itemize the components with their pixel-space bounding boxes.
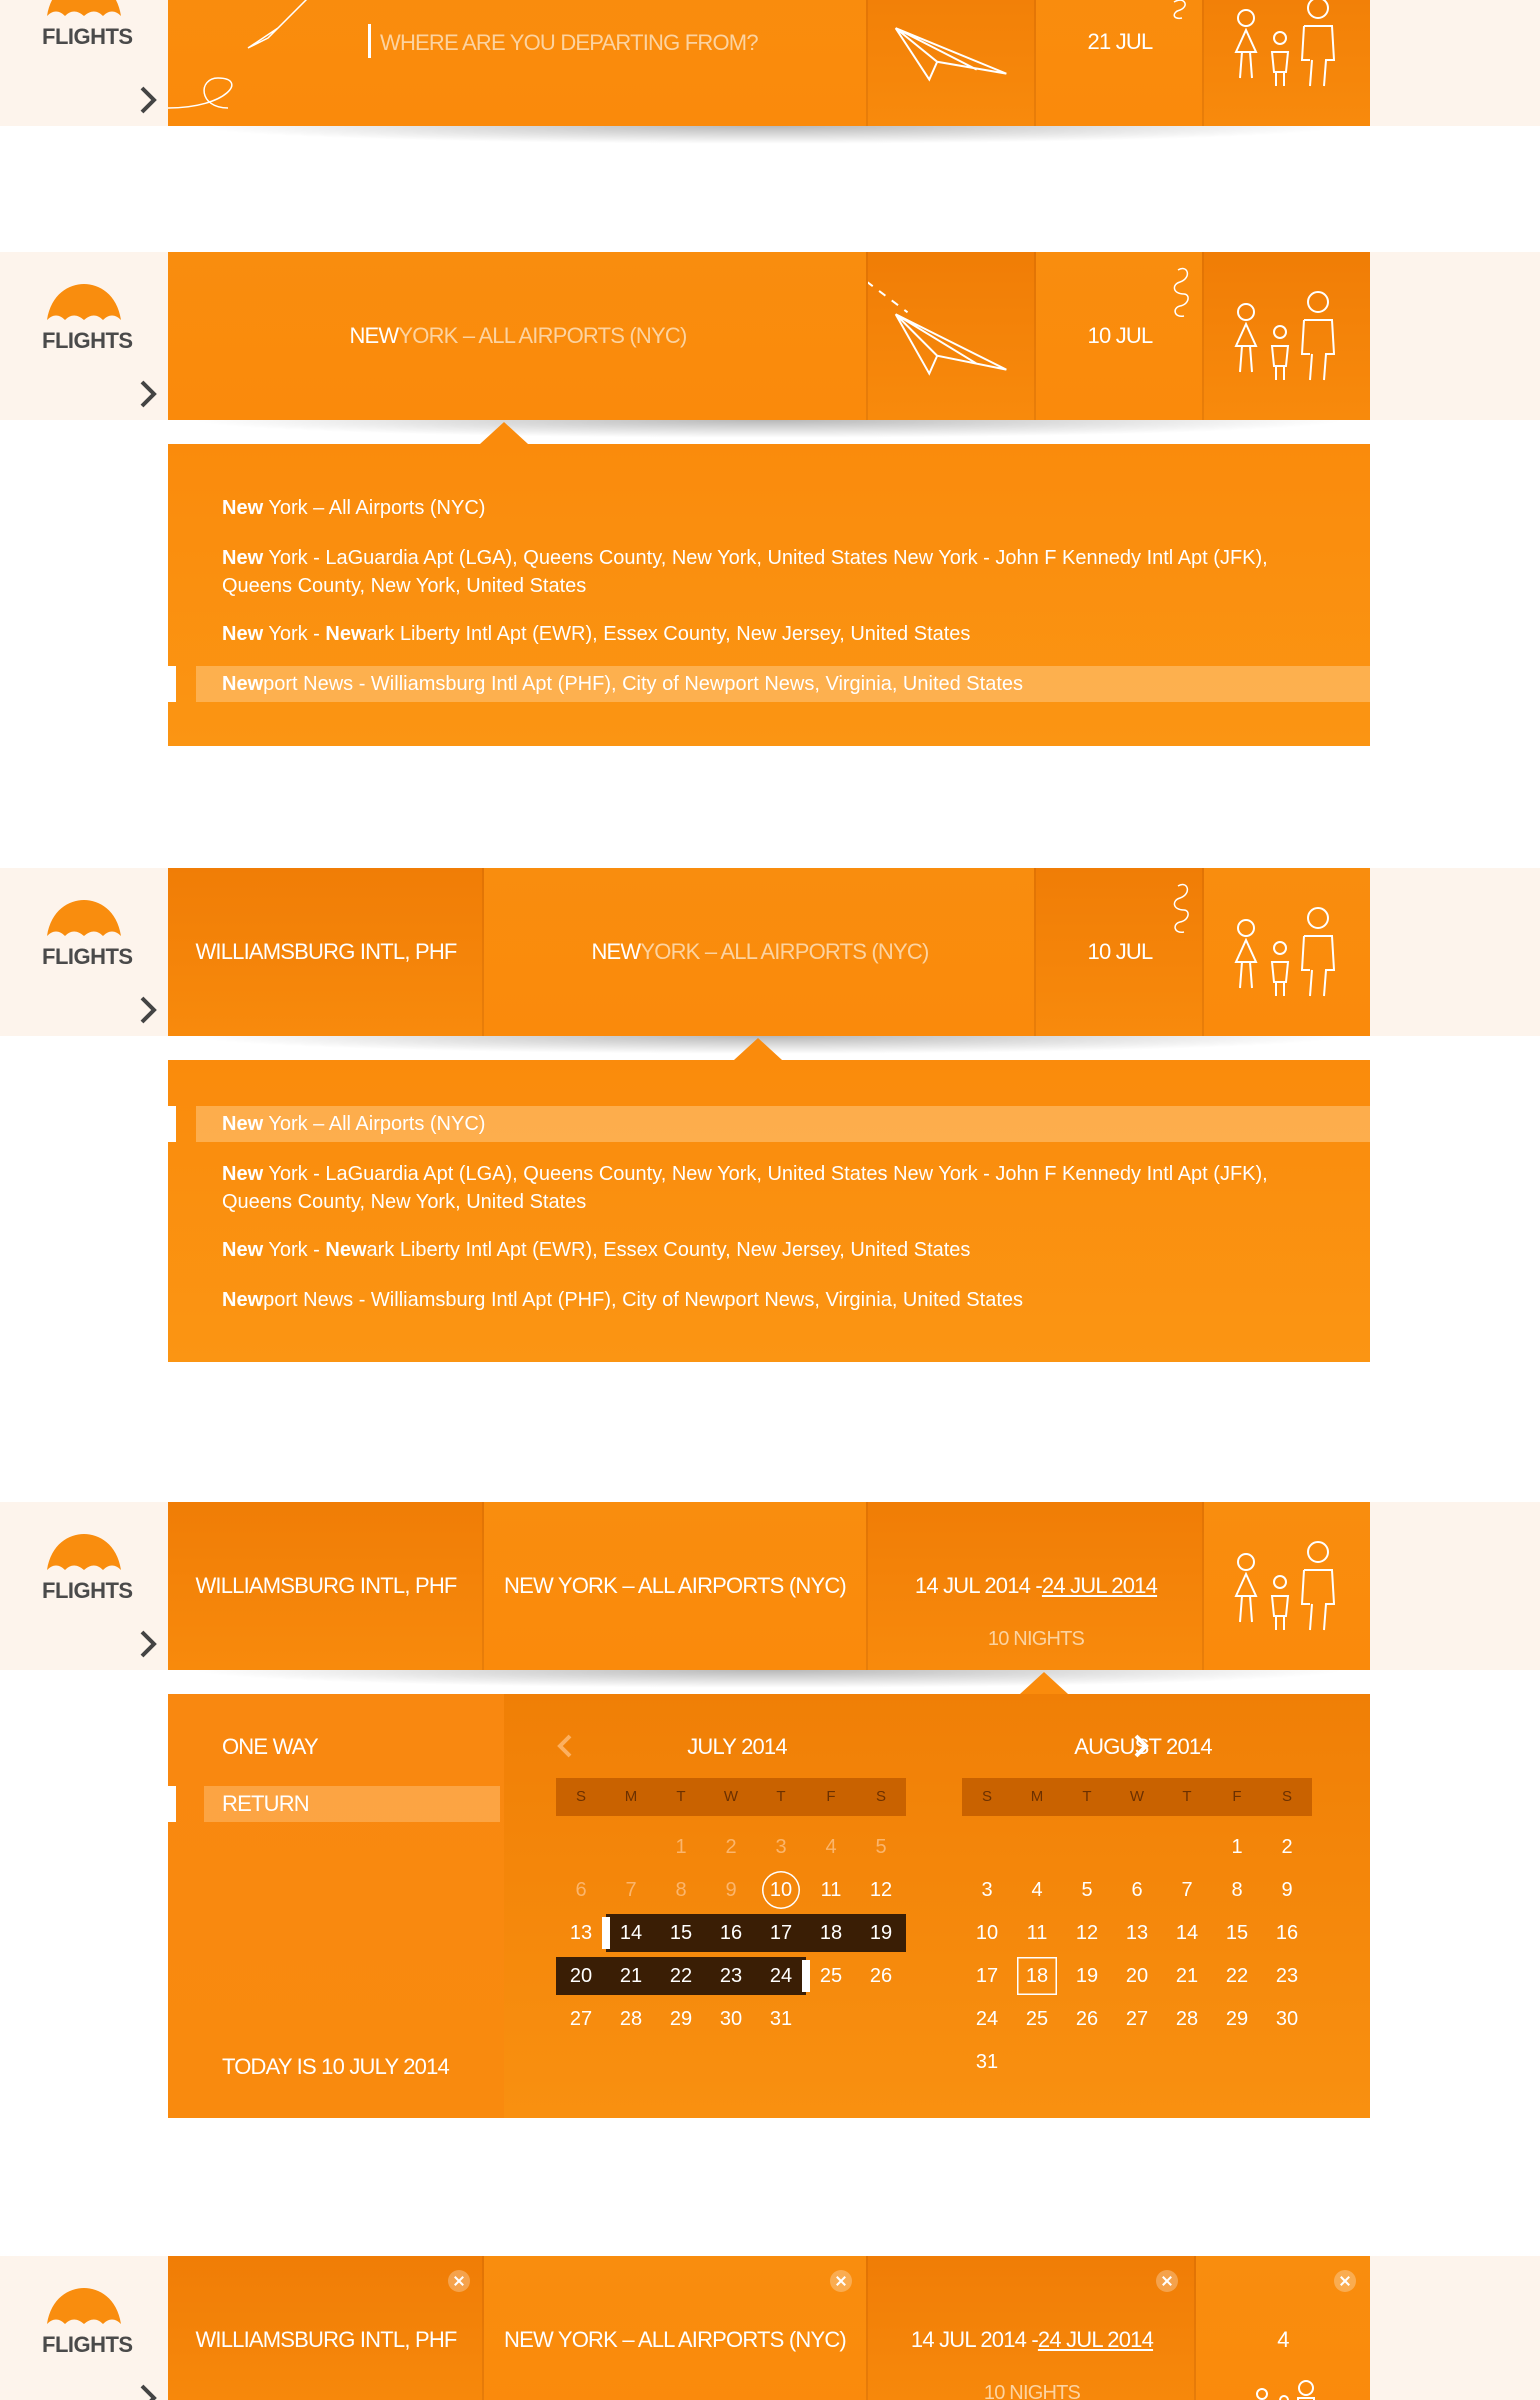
dropdown-caret [1020, 1672, 1068, 1694]
weekday: M [1030, 1788, 1044, 1805]
date-value: 10 JUL [1087, 323, 1153, 348]
calendar-day[interactable]: 12 [869, 1879, 893, 1901]
calendar-day[interactable]: 18 [806, 1914, 856, 1952]
dropdown-caret [480, 422, 528, 444]
date-value: 10 JUL [1087, 939, 1153, 964]
weekday: T [676, 1788, 686, 1805]
calendar-day[interactable]: 14 [1175, 1922, 1199, 1944]
calendar-day[interactable]: 31 [975, 2051, 999, 2073]
calendar-day[interactable]: 5 [1081, 1879, 1093, 1901]
date-field[interactable] [866, 2256, 1196, 2400]
calendar-day[interactable]: 27 [1125, 2008, 1149, 2030]
destination-field[interactable] [482, 868, 1036, 1036]
calendar-day[interactable]: 26 [1075, 2008, 1099, 2030]
passenger-count: 4 [1277, 2327, 1289, 2352]
calendar-day[interactable]: 8 [1231, 1879, 1243, 1901]
calendar-day[interactable]: 27 [569, 2008, 593, 2030]
nights-count: 10 NIGHTS [987, 1628, 1085, 1650]
calendar-day[interactable]: 28 [619, 2008, 643, 2030]
weekday-header-july [556, 1778, 906, 1816]
calendar-day[interactable]: 19 [1075, 1965, 1099, 1987]
date-field[interactable] [1034, 868, 1204, 1036]
calendar-day[interactable]: 17 [756, 1914, 806, 1952]
calendar-day: 6 [575, 1879, 587, 1901]
calendar-day[interactable]: 30 [1275, 2008, 1299, 2030]
calendar-grid-july [556, 1828, 906, 2098]
family-icon [1222, 1526, 1352, 1646]
plane-tab[interactable] [866, 0, 1036, 126]
calendar-day[interactable]: 4 [1031, 1879, 1043, 1901]
calendar-day[interactable]: 13 [569, 1922, 593, 1944]
departure-field[interactable] [168, 868, 484, 1036]
suggestion-item[interactable]: New York - LaGuardia Apt (LGA), Queens County, New York, United States New York - John F Kennedy Intl Apt (JFK), Queens County, New York, United States [222, 547, 1268, 597]
calendar-day[interactable]: 15 [1225, 1922, 1249, 1944]
weekday: W [1129, 1788, 1145, 1805]
calendar-day[interactable]: 1 [1231, 1836, 1243, 1858]
departure-field[interactable] [168, 1502, 484, 1670]
query-typed: NEW [349, 323, 399, 348]
weekday: F [826, 1788, 836, 1805]
suggestion-item-selected[interactable]: Newport News - Williamsburg Intl Apt (PHF), City of Newport News, Virginia, United States [196, 666, 1370, 702]
query-suggest: YORK – ALL AIRPORTS (NYC) [640, 939, 929, 964]
departure-field[interactable] [168, 0, 868, 126]
suggestions-dropdown [168, 444, 1370, 746]
calendar-day[interactable]: 29 [1225, 2008, 1249, 2030]
calendar-day[interactable]: 21 [1175, 1965, 1199, 1987]
calendar-day[interactable]: 25 [1025, 2008, 1049, 2030]
passengers-field[interactable] [1202, 868, 1370, 1036]
calendar-day[interactable]: 23 [1275, 1965, 1299, 1987]
brand-panel [0, 252, 168, 420]
umbrella-icon [45, 1532, 123, 1572]
suggestions-dropdown [168, 1060, 1370, 1362]
trip-option-return[interactable]: RETURN [204, 1786, 500, 1822]
passengers-field[interactable] [1202, 252, 1370, 420]
destination-value: NEW YORK – ALL AIRPORTS (NYC) [504, 2327, 846, 2352]
close-circle-icon[interactable] [830, 2270, 852, 2292]
calendar-day[interactable]: 15 [656, 1914, 706, 1952]
calendar-day[interactable]: 23 [706, 1957, 756, 1995]
text-cursor [368, 24, 371, 58]
calendar-dropdown [168, 1694, 1370, 2118]
query-suggest: YORK – ALL AIRPORTS (NYC) [398, 323, 687, 348]
close-circle-icon[interactable] [448, 2270, 470, 2292]
search-panel [1370, 0, 1540, 126]
weekday: S [1281, 1788, 1292, 1805]
chevron-right-icon[interactable] [136, 84, 160, 116]
calendar-day[interactable]: 7 [1181, 1879, 1193, 1901]
brand-panel [0, 1502, 168, 1670]
close-circle-icon[interactable] [1334, 2270, 1356, 2292]
logo[interactable] [42, 282, 133, 354]
search-row-4 [0, 1502, 1540, 1670]
family-icon [1222, 276, 1352, 396]
calendar-day[interactable]: 31 [769, 2008, 793, 2030]
calendar-day[interactable]: 12 [1075, 1922, 1099, 1944]
calendar-day[interactable]: 16 [706, 1914, 756, 1952]
calendar-day[interactable]: 26 [869, 1965, 893, 1987]
calendar-day: 2 [725, 1836, 737, 1858]
departure-placeholder: WHERE ARE YOU DEPARTING FROM? [380, 30, 758, 55]
dropdown-caret [734, 1038, 782, 1060]
logo[interactable] [42, 1532, 133, 1604]
paper-plane-icon [868, 0, 1036, 126]
departure-value: WILLIAMSBURG INTL, PHF [195, 939, 457, 964]
brand-panel [0, 2256, 168, 2400]
weekday: T [1182, 1788, 1192, 1805]
passengers-field[interactable] [1202, 0, 1370, 126]
weekday: S [575, 1788, 586, 1805]
calendar-day[interactable]: 3 [981, 1879, 993, 1901]
calendar-day[interactable]: 16 [1275, 1922, 1299, 1944]
chevron-right-icon[interactable] [136, 378, 160, 410]
today-note: TODAY IS 10 JULY 2014 [222, 2054, 449, 2079]
search-bar [168, 252, 1370, 420]
weekday: S [981, 1788, 992, 1805]
nights-count: 10 NIGHTS [983, 2382, 1081, 2400]
departure-value: WILLIAMSBURG INTL, PHF [195, 2327, 457, 2352]
departure-field[interactable] [168, 2256, 484, 2400]
calendar-day[interactable]: 14 [606, 1914, 656, 1952]
calendar-day[interactable]: 28 [1175, 2008, 1199, 2030]
range-start-marker[interactable] [602, 1917, 610, 1949]
calendar-day[interactable]: 9 [1281, 1879, 1293, 1901]
weekday: W [723, 1788, 739, 1805]
date-end: 24 JUL 2014 [1037, 2327, 1154, 2352]
logo-label: FLIGHTS [42, 944, 133, 969]
calendar-day: 3 [775, 1836, 787, 1858]
month-title-august: AUGUST 2014 [1074, 1734, 1212, 1759]
calendar-day[interactable]: 2 [1281, 1836, 1293, 1858]
date-start: 14 JUL 2014 - [914, 1573, 1042, 1598]
family-icon [1222, 892, 1352, 1012]
passengers-field[interactable] [1202, 1502, 1370, 1670]
trip-option-one-way[interactable]: ONE WAY [222, 1734, 318, 1759]
suggestion-item-selected[interactable]: New York – All Airports (NYC) [196, 1106, 1370, 1142]
weekday: M [624, 1788, 638, 1805]
date-field[interactable] [1034, 0, 1204, 126]
calendar-grid-august [962, 1828, 1312, 2098]
calendar-day: 7 [625, 1879, 637, 1901]
weekday: T [776, 1788, 786, 1805]
destination-value: NEW YORK – ALL AIRPORTS (NYC) [504, 1573, 846, 1598]
trip-type-panel [168, 1694, 504, 2118]
chevron-right-icon[interactable] [136, 1628, 160, 1660]
close-circle-icon[interactable] [1156, 2270, 1178, 2292]
departure-field[interactable] [168, 252, 868, 420]
date-value: 21 JUL [1087, 29, 1153, 54]
calendar-day[interactable]: 20 [556, 1957, 606, 1995]
suggestion-item[interactable]: New York - LaGuardia Apt (LGA), Queens County, New York, United States New York - John F Kennedy Intl Apt (JFK), Queens County, New York, United States [222, 1163, 1268, 1213]
search-bar [168, 2256, 1370, 2400]
destination-field[interactable] [482, 2256, 866, 2400]
logo-label: FLIGHTS [42, 328, 133, 353]
suggestion-item[interactable]: Newport News - Williamsburg Intl Apt (PHF), City of Newport News, Virginia, United States [222, 1289, 1023, 1311]
weekday-header-august [962, 1778, 1312, 1816]
search-row-1 [0, 0, 1540, 126]
search-row-5 [0, 2256, 1540, 2400]
search-panel [1370, 868, 1540, 1036]
suggestion-item[interactable]: New York - Newark Liberty Intl Apt (EWR), Essex County, New Jersey, United States [222, 1239, 971, 1261]
logo[interactable] [42, 2286, 133, 2358]
family-icon [1222, 0, 1352, 102]
destination-field[interactable] [482, 1502, 866, 1670]
calendar-day: 5 [875, 1836, 887, 1858]
calendar-day[interactable]: 29 [669, 2008, 693, 2030]
swirl-icon [1168, 0, 1194, 22]
umbrella-icon [45, 0, 123, 18]
paper-plane-icon [868, 252, 1036, 420]
calendar-day[interactable]: 19 [856, 1914, 906, 1952]
search-bar [168, 0, 1370, 126]
passengers-field[interactable] [1194, 2256, 1370, 2400]
calendar-day[interactable]: 11 [820, 1879, 842, 1901]
logo[interactable] [42, 898, 133, 970]
plane-tab[interactable] [866, 252, 1036, 420]
calendar-panel [504, 1694, 1370, 2118]
calendar-day[interactable]: 6 [1131, 1879, 1143, 1901]
date-field[interactable] [866, 1502, 1204, 1670]
calendar-day[interactable]: 10 [762, 1871, 800, 1909]
search-row-2 [0, 252, 1540, 420]
date-end: 24 JUL 2014 [1041, 1573, 1158, 1598]
search-bar [168, 868, 1370, 1036]
brand-panel [0, 868, 168, 1036]
weekday: S [875, 1788, 886, 1805]
logo[interactable] [42, 0, 133, 50]
swirl-icon [1168, 880, 1194, 936]
brand-panel [0, 0, 168, 126]
month-title-july: JULY 2014 [687, 1734, 787, 1759]
calendar-day[interactable]: 20 [1125, 1965, 1149, 1987]
calendar-day[interactable]: 11 [1026, 1922, 1048, 1944]
calendar-day[interactable]: 18 [1017, 1957, 1057, 1995]
weekday: T [1082, 1788, 1092, 1805]
calendar-day[interactable]: 21 [606, 1957, 656, 1995]
calendar-day: 1 [675, 1836, 687, 1858]
search-row-3 [0, 868, 1540, 1036]
umbrella-icon [45, 898, 123, 938]
calendar-day[interactable]: 17 [975, 1965, 999, 1987]
calendar-day[interactable]: 10 [975, 1922, 999, 1944]
search-panel [1370, 252, 1540, 420]
weekday: F [1232, 1788, 1242, 1805]
logo-label: FLIGHTS [42, 2332, 133, 2357]
suggestion-item[interactable]: New York – All Airports (NYC) [222, 497, 486, 519]
date-field[interactable] [1034, 252, 1204, 420]
calendar-day[interactable]: 24 [975, 2008, 999, 2030]
logo-label: FLIGHTS [42, 24, 133, 49]
chevron-left-icon[interactable] [556, 1732, 576, 1760]
calendar-day[interactable]: 25 [819, 1965, 843, 1987]
paper-plane-trail-icon [168, 0, 338, 126]
suggestion-item[interactable]: New York - Newark Liberty Intl Apt (EWR), Essex County, New Jersey, United States [222, 623, 971, 645]
date-start: 14 JUL 2014 - [910, 2327, 1038, 2352]
chevron-right-icon[interactable] [136, 2382, 160, 2400]
calendar-day[interactable]: 22 [1225, 1965, 1249, 1987]
query-typed: NEW [591, 939, 641, 964]
swirl-icon [1168, 264, 1194, 320]
chevron-right-icon[interactable] [136, 994, 160, 1026]
logo-label: FLIGHTS [42, 1578, 133, 1603]
umbrella-icon [45, 282, 123, 322]
calendar-day[interactable]: 24 [756, 1957, 806, 1995]
calendar-day[interactable]: 13 [1125, 1922, 1149, 1944]
calendar-day[interactable]: 30 [719, 2008, 743, 2030]
search-panel [1370, 1502, 1540, 1670]
search-bar [168, 1502, 1370, 1670]
departure-value: WILLIAMSBURG INTL, PHF [195, 1573, 457, 1598]
calendar-day: 9 [725, 1879, 737, 1901]
calendar-day[interactable]: 22 [656, 1957, 706, 1995]
search-panel [1370, 2256, 1540, 2400]
calendar-day: 8 [675, 1879, 687, 1901]
calendar-day: 4 [825, 1836, 837, 1858]
family-icon [1250, 2378, 1320, 2400]
umbrella-icon [45, 2286, 123, 2326]
